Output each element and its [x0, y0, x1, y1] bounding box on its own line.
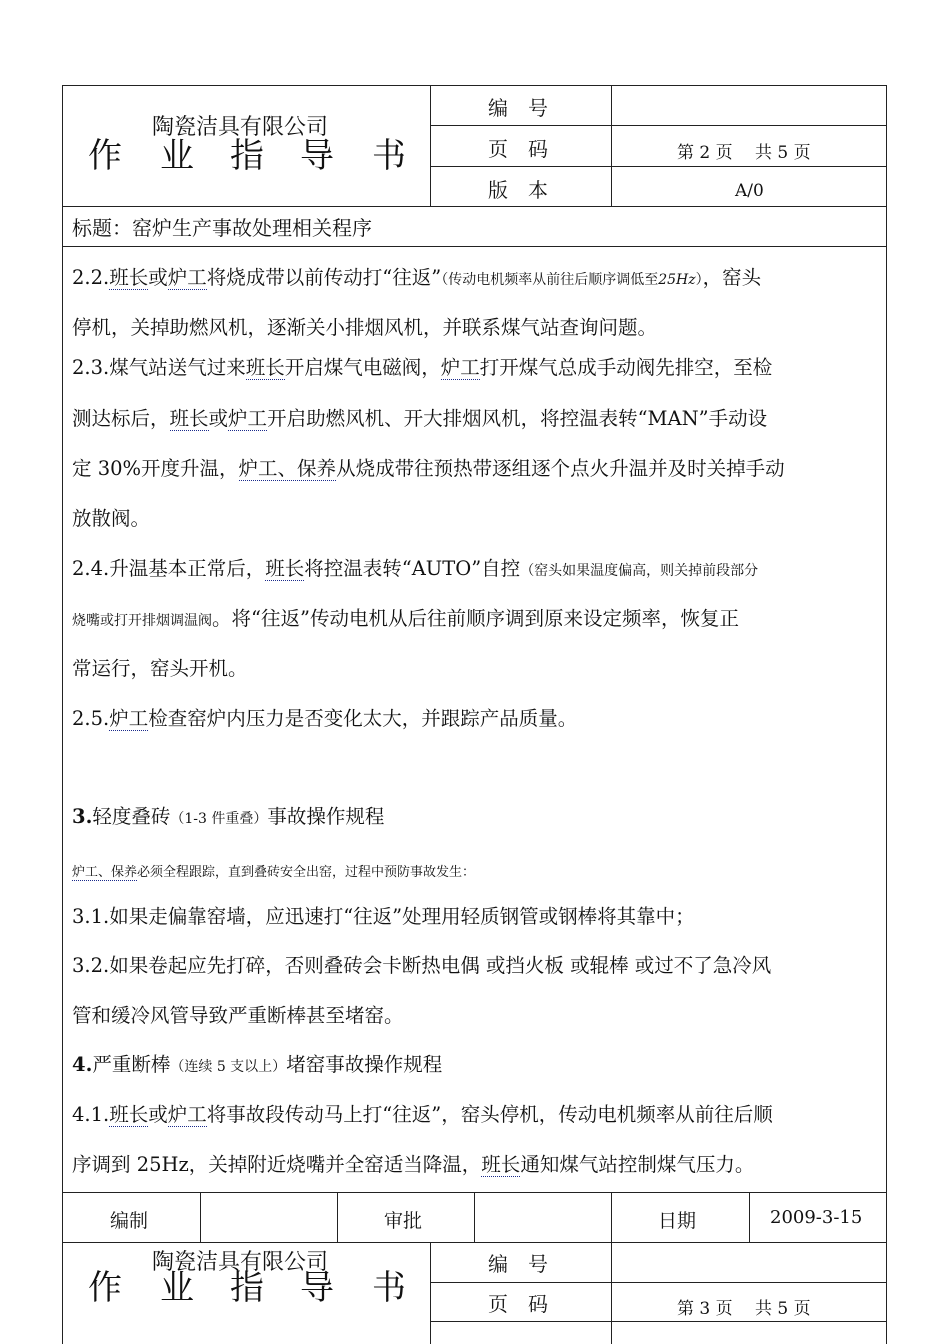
next-header-value-divider — [611, 1243, 612, 1344]
footer-divider — [337, 1192, 338, 1243]
role-shift-leader: 班长 — [169, 407, 209, 430]
role-kiln-maintenance: 炉工、保养 — [72, 865, 138, 880]
company-name: 陶瓷洁具有限公司 — [152, 115, 329, 140]
next-header-row-line — [430, 1321, 887, 1322]
next-page-number-label: 页 码 — [488, 1292, 548, 1316]
next-header-row-line — [430, 1282, 887, 1283]
next-page-left-border — [62, 1243, 63, 1344]
version-value: A/0 — [735, 181, 764, 201]
footer-divider — [200, 1192, 201, 1243]
next-company-name: 陶瓷洁具有限公司 — [152, 1250, 329, 1275]
next-doc-title-char-4: 导 — [300, 1268, 334, 1308]
next-doc-title-char-3: 指 — [230, 1268, 264, 1308]
body-line-3-2: 3.2.如果卷起应先打碎，否则叠砖会卡断热电偶 或挡火板 或辊棒 或过不了急冷风 — [72, 954, 772, 977]
approved-by-label: 审批 — [384, 1210, 423, 1232]
next-doc-number-label: 编 号 — [488, 1252, 548, 1276]
role-kiln-worker: 炉工 — [109, 707, 149, 730]
body-line: 放散阀。 — [72, 507, 151, 530]
section-3-note: 炉工、保养必须全程跟踪，直到叠砖安全出窑，过程中预防事故发生： — [72, 865, 476, 880]
next-header-divider — [430, 1243, 431, 1344]
body-line: 常运行，窑头开机。 — [72, 657, 248, 680]
role-kiln-worker: 炉工 — [228, 407, 268, 430]
body-line: 定 30%开度升温，炉工、保养从烧成带往预热带逐组逐个点火升温并及时关掉手动 — [72, 457, 785, 480]
page-title: 标题：窑炉生产事故处理相关程序 — [72, 216, 372, 240]
body-line-3-1: 3.1.如果走偏靠窑墙，应迅速打“往返”处理用轻质钢管或钢棒将其靠中； — [72, 905, 695, 928]
section-4-heading: 4.严重断棒（连续 5 支以上）堵窑事故操作规程 — [72, 1053, 443, 1076]
next-doc-title-char-2: 业 — [160, 1268, 194, 1308]
doc-number-label: 编 号 — [488, 96, 548, 120]
body-line: 序调到 25Hz，关掉附近烧嘴并全窑适当降温，班长通知煤气站控制煤气压力。 — [72, 1153, 755, 1176]
footer-divider — [749, 1192, 750, 1243]
body-line: 管和缓冷风管导致严重断棒甚至堵窑。 — [72, 1004, 404, 1027]
role-shift-leader: 班长 — [109, 266, 149, 289]
header-row-line-2 — [430, 166, 887, 167]
role-shift-leader: 班长 — [109, 1103, 149, 1126]
footer-divider — [474, 1192, 475, 1243]
role-shift-leader: 班长 — [481, 1153, 521, 1176]
next-page-right-border — [886, 1243, 887, 1344]
body-line-2-2: 2.2.班长或炉工将烧成带以前传动打“往返”（传动电机频率从前往后顺序调低至25Hz），窑头 — [72, 266, 762, 289]
role-kiln-maintenance: 炉工、保养 — [238, 457, 337, 480]
doc-title-char-3: 指 — [230, 136, 264, 176]
doc-title-char-2: 业 — [160, 136, 194, 176]
body-line-2-4: 2.4.升温基本正常后，班长将控温表转“AUTO”自控（窑头如果温度偏高，则关掉前段部分 — [72, 557, 759, 580]
date-label: 日期 — [658, 1210, 697, 1232]
section-3-heading: 3.轻度叠砖（1-3 件重叠）事故操作规程 — [72, 805, 385, 828]
body-line: 停机，关掉助燃风机，逐渐关小排烟风机，并联系煤气站查询问题。 — [72, 316, 658, 339]
footer-divider — [611, 1192, 612, 1243]
page-number-label: 页 码 — [488, 137, 548, 161]
role-shift-leader: 班长 — [265, 557, 305, 580]
header-value-divider — [611, 85, 612, 206]
body-line-4-1: 4.1.班长或炉工将事故段传动马上打“往返”，窑头停机，传动电机频率从前往后顺 — [72, 1103, 773, 1126]
next-doc-title-char-5: 书 — [372, 1268, 406, 1308]
role-kiln-worker: 炉工 — [440, 356, 480, 379]
role-shift-leader: 班长 — [245, 356, 285, 379]
body-line: 测达标后，班长或炉工开启助燃风机、开大排烟风机，将控温表转“MAN”手动设 — [72, 407, 768, 430]
role-kiln-worker: 炉工 — [167, 1103, 207, 1126]
next-page-number-value: 第 3 页 共 5 页 — [677, 1299, 811, 1319]
header-bottom-line — [62, 206, 887, 207]
doc-title-char-5: 书 — [372, 136, 406, 176]
body-line-2-3: 2.3.煤气站送气过来班长开启煤气电磁阀，炉工打开煤气总成手动阀先排空，至检 — [72, 356, 773, 379]
version-label: 版 本 — [488, 178, 548, 202]
doc-title-char-4: 导 — [300, 136, 334, 176]
title-bottom-line — [62, 246, 887, 247]
date-value: 2009-3-15 — [770, 1207, 863, 1228]
page-number-value: 第 2 页 共 5 页 — [677, 143, 811, 163]
header-divider — [430, 85, 431, 206]
body-line-2-5: 2.5.炉工检查窑炉内压力是否变化太大，并跟踪产品质量。 — [72, 707, 578, 730]
role-kiln-worker: 炉工 — [167, 266, 207, 289]
header-row-line-1 — [430, 125, 887, 126]
body-line: 烧嘴或打开排烟调温阀。将“往返”传动电机从后往前顺序调到原来设定频率，恢复正 — [72, 607, 739, 630]
doc-title-char-1: 作 — [88, 136, 122, 176]
next-doc-title-char-1: 作 — [88, 1268, 122, 1308]
compiled-by-label: 编制 — [110, 1210, 149, 1232]
